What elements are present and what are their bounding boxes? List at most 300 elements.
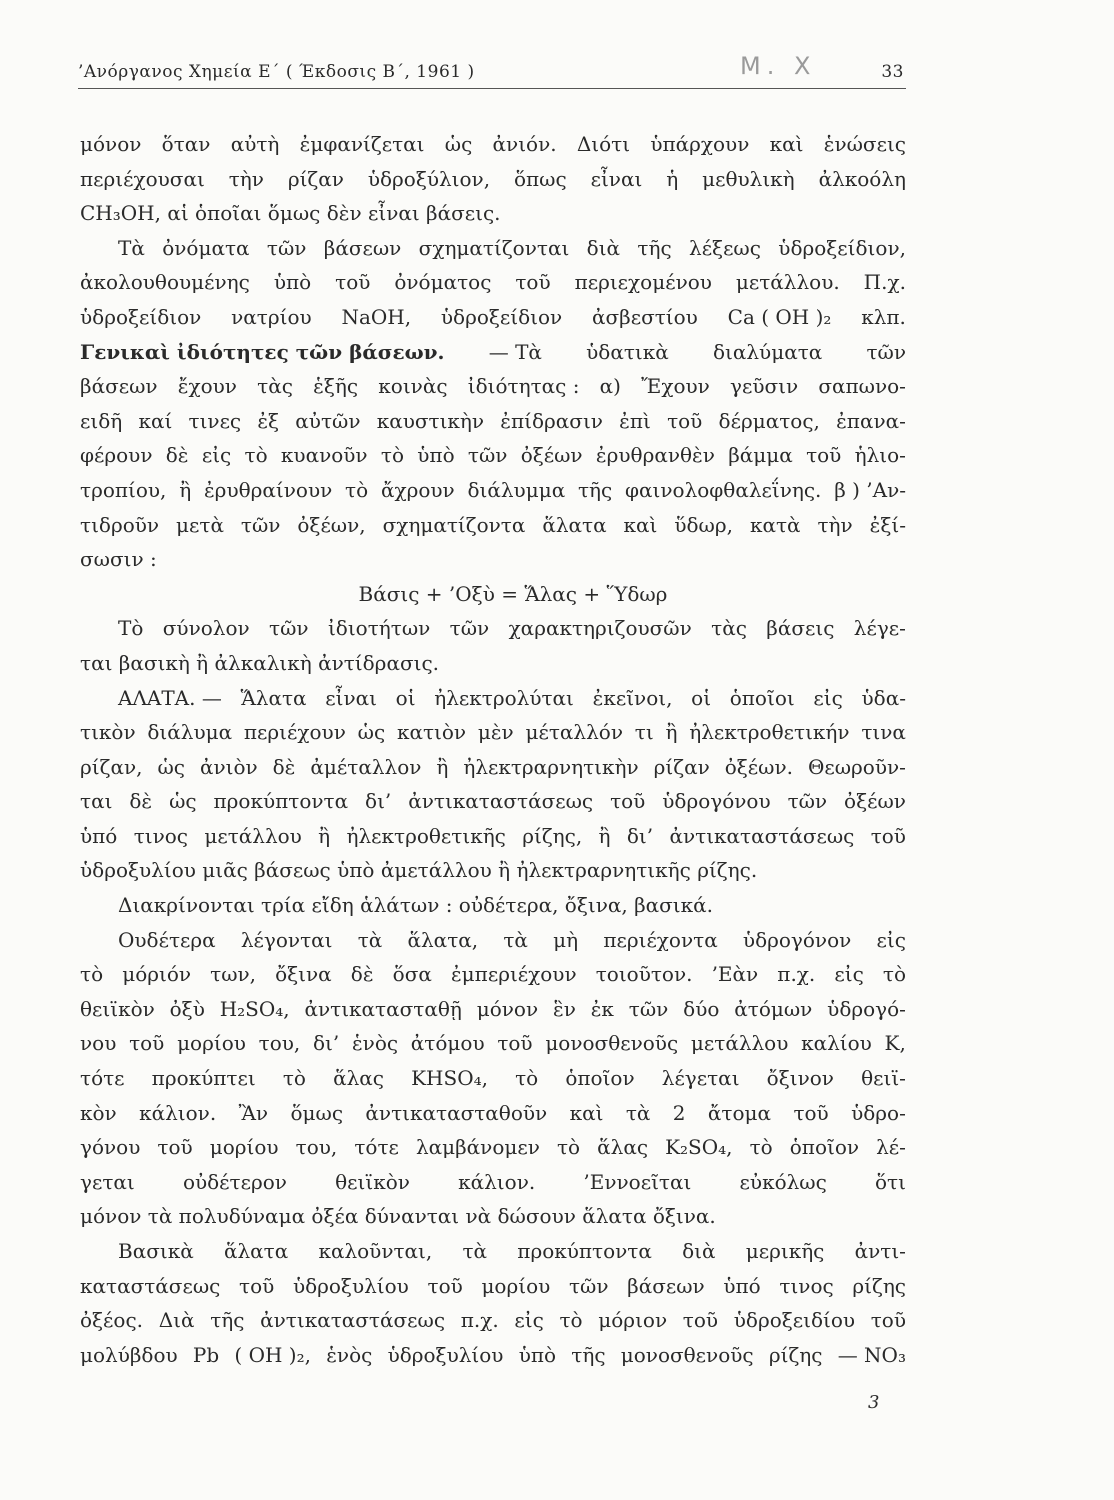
text-line xyxy=(80,162,906,197)
word: περιεχομένου xyxy=(574,270,719,295)
word: KHSO₄, xyxy=(411,1066,495,1091)
word: τοιοῦτον. xyxy=(595,962,699,987)
word: διαλύματα xyxy=(712,339,829,364)
word: ’Εννοεῖται xyxy=(583,1169,698,1194)
word: μέταλλόν xyxy=(525,720,630,745)
word: ὀξέων, xyxy=(297,512,372,537)
word: δὲ xyxy=(272,754,302,779)
word: κλπ. xyxy=(861,304,906,329)
word: Ἂν xyxy=(238,1100,275,1125)
word: τῆς xyxy=(637,235,679,260)
word: μόνον xyxy=(80,132,148,156)
word: Βασικὰ xyxy=(118,1239,201,1263)
word: των, xyxy=(210,962,263,987)
word: σχηματίζοντα xyxy=(382,512,532,537)
word: ἐμφανίζεται xyxy=(299,132,431,156)
word: ΑΛΑΤΑ. — xyxy=(118,685,229,710)
word: δὲ xyxy=(129,789,159,814)
word: μόριον xyxy=(598,1308,674,1333)
word: ὁποῖον xyxy=(789,1135,866,1160)
word: τοῦ xyxy=(239,1273,281,1298)
word: τινα xyxy=(861,720,906,745)
word: τῶν xyxy=(628,996,675,1021)
word: ὀξέος. xyxy=(80,1308,150,1333)
word: τῆς xyxy=(210,1308,251,1333)
text-line xyxy=(80,1026,906,1061)
word: π.χ. xyxy=(777,962,822,987)
word: ἠλεκτραρνητικὴν xyxy=(463,754,645,779)
word: τὸ xyxy=(282,1066,313,1091)
word: τὸ xyxy=(380,443,411,468)
word: τὸ xyxy=(559,1308,589,1333)
text-line xyxy=(80,784,906,819)
word: 2 xyxy=(672,1100,692,1125)
text-line xyxy=(80,992,906,1027)
word: διάλυμα xyxy=(147,720,239,745)
word: ὑπὸ xyxy=(417,443,461,468)
word: τοῦ xyxy=(793,1100,836,1125)
word: ἀντικαταστάσεως xyxy=(260,1308,452,1333)
text-line xyxy=(80,508,906,543)
text-line xyxy=(80,1130,906,1165)
word: ὑδρο- xyxy=(851,1100,906,1125)
word: ἰδιότητας : xyxy=(467,374,586,399)
word: τοῦ xyxy=(870,1308,906,1333)
word: του, xyxy=(258,1031,307,1056)
word: ἰδιοτήτων xyxy=(327,616,437,641)
word: γεῦσιν xyxy=(730,374,805,399)
word: ἐπὶ xyxy=(619,408,658,433)
word: φαινολοφθαλεΐνης. xyxy=(625,477,828,502)
word: οὐδέτερον xyxy=(182,1169,294,1194)
word: εἰς xyxy=(201,443,238,468)
word: β ) ’Αν- xyxy=(834,477,906,502)
word: Διακρίνονται τρία εἴδη ἁλάτων : οὐδέτερα, ὄξινα, βασικά. xyxy=(118,893,714,918)
text-line xyxy=(80,127,906,162)
text-line xyxy=(80,646,906,681)
word: ὑπό xyxy=(723,1273,768,1298)
word: ἡ xyxy=(666,166,685,191)
word: τοῦ xyxy=(129,1031,171,1056)
body-text xyxy=(80,127,906,1372)
word: ἅλατα xyxy=(542,512,613,537)
word: ὅσα xyxy=(392,962,439,987)
word: μερικῆς xyxy=(745,1239,831,1263)
word: ἢ xyxy=(498,858,517,883)
word: τὰ xyxy=(462,1239,494,1263)
word: ἢ xyxy=(179,477,198,502)
text-line xyxy=(80,542,906,577)
word: κάλιον. xyxy=(458,1169,542,1194)
word: τινος xyxy=(779,1273,841,1298)
word: τοῦ xyxy=(515,270,557,295)
word: ἢ xyxy=(318,823,337,848)
word: βάμμα xyxy=(728,443,800,468)
word: ὑπό xyxy=(80,823,124,848)
word: τοῦ xyxy=(667,408,709,433)
word: εὐκόλως xyxy=(739,1169,834,1194)
word: Τὸ xyxy=(118,616,150,641)
word: τῆς xyxy=(577,477,619,502)
word: α) xyxy=(599,374,628,399)
word: διὰ xyxy=(682,1239,722,1263)
word: γόνου xyxy=(80,1135,147,1160)
word: διὰ xyxy=(586,235,627,260)
word: εἶναι xyxy=(325,685,384,710)
word: ὄξινα xyxy=(275,962,339,987)
word: ἐξί- xyxy=(869,512,906,537)
word: βάσεων xyxy=(627,1273,712,1298)
word: π.χ. xyxy=(460,1308,506,1333)
word: τὴν xyxy=(228,166,271,191)
text-line xyxy=(80,923,906,958)
word: θειϊκὸν xyxy=(80,996,162,1021)
word: σχηματίζονται xyxy=(418,235,576,260)
word: τινος xyxy=(133,823,195,848)
word: ἀκολουθουμένης xyxy=(80,270,257,295)
text-line xyxy=(80,1096,906,1131)
word: ὑδροξύλιον, xyxy=(367,166,497,191)
word: ἅλας xyxy=(597,1135,655,1160)
word: εἰς xyxy=(813,685,850,710)
word: Ουδέτερα xyxy=(118,927,223,952)
word: αὐτὴ xyxy=(230,132,286,156)
word: νου xyxy=(80,1031,123,1056)
word: μορίου xyxy=(209,1135,285,1160)
word: ἠλεκτραρνητικῆς xyxy=(516,858,698,883)
word: — NO₃ xyxy=(837,1342,906,1367)
word: ἢ xyxy=(436,754,455,779)
word: λέξεως xyxy=(689,235,768,260)
word: κατιὸν xyxy=(396,720,473,745)
word: K, xyxy=(884,1031,906,1056)
text-line xyxy=(80,681,906,716)
word: ρίζης xyxy=(768,1342,829,1367)
word: ἐκ xyxy=(590,996,621,1021)
text-line xyxy=(80,300,906,335)
word: ἔχουν xyxy=(177,374,244,399)
word: ἐξ xyxy=(257,408,286,433)
text-line xyxy=(80,957,906,992)
word: τῶν xyxy=(787,789,834,814)
word: ειδῆ xyxy=(80,408,129,433)
word: τὸ xyxy=(244,443,274,468)
word: δι’ xyxy=(312,1031,346,1056)
word: βάσεων xyxy=(80,374,164,399)
word: ὡς xyxy=(157,754,192,779)
text-line xyxy=(80,750,906,785)
signature-number: 3 xyxy=(868,1392,880,1413)
word: τοῦ xyxy=(806,443,848,468)
word: του, xyxy=(295,1135,344,1160)
word: ἀντικατασταθοῦν xyxy=(365,1100,554,1125)
text-line xyxy=(80,1303,906,1338)
word: νατρίου xyxy=(231,304,318,329)
word: ται xyxy=(80,789,119,814)
word: ἐμπεριέχουν xyxy=(450,962,583,987)
word: τὸ xyxy=(515,1066,545,1091)
word: τοῦ xyxy=(157,1135,200,1160)
word: ὑδροξείδιον, xyxy=(778,235,906,260)
text-line xyxy=(80,231,906,266)
word: κὸν xyxy=(80,1100,124,1125)
word: σαπωνο- xyxy=(818,374,906,399)
text-line xyxy=(80,369,906,404)
word: τὰ xyxy=(357,927,389,952)
word: κυανοῦν xyxy=(280,443,374,468)
word: μετὰ xyxy=(176,512,231,537)
text-line xyxy=(80,715,906,750)
word: Π.χ. xyxy=(863,270,906,295)
text-line xyxy=(80,404,906,439)
word: CH₃OH, αἱ ὁποῖαι ὅμως δὲν εἶναι βάσεις. xyxy=(80,201,501,226)
word: μονοσθενοῦς xyxy=(620,1342,760,1367)
word: ἀντικαταστάσεως xyxy=(408,789,600,814)
word: κάλιον. xyxy=(139,1100,223,1125)
word: τῶν xyxy=(568,1273,615,1298)
word: ἓν xyxy=(552,996,583,1021)
word: τὰ xyxy=(625,1100,657,1125)
word: ἀντικαταστάσεως xyxy=(669,823,861,848)
word: σύνολον xyxy=(162,616,257,641)
text-line xyxy=(80,1338,906,1373)
word: ἄχρουν xyxy=(380,477,462,502)
word: θειϊ- xyxy=(861,1066,906,1091)
word: ὑπὸ xyxy=(273,270,318,295)
word: ὅπως xyxy=(513,166,574,191)
word: μορίου xyxy=(481,1273,557,1298)
word: ἢ xyxy=(665,720,684,745)
word: ρίζης. xyxy=(697,858,758,883)
word: βάσεων xyxy=(323,235,408,260)
word: καταστάσεως xyxy=(80,1273,227,1298)
word: Ἅλατα xyxy=(240,685,313,710)
word: ἠλεκτροθετικῆς xyxy=(346,823,513,848)
word: Ca ( OH )₂ xyxy=(727,304,838,329)
word: τιδροῦν xyxy=(80,512,166,537)
word: ἀνιόν. xyxy=(492,132,563,156)
word: ἅλατα, xyxy=(407,927,485,952)
word: κοινὰς xyxy=(378,374,454,399)
word: ἑνώσεις xyxy=(823,132,906,156)
text-line xyxy=(80,196,906,231)
word: ὀνόματα xyxy=(162,235,256,260)
text-line xyxy=(80,265,906,300)
word: ἑνὸς xyxy=(326,1342,379,1367)
word: τὴν xyxy=(817,512,860,537)
word: ὑπάρχουν xyxy=(650,132,756,156)
word: μὲν xyxy=(477,720,521,745)
word: τῶν xyxy=(269,616,315,641)
word: ἄτομα xyxy=(707,1100,778,1125)
word: ὑδροξυλίου xyxy=(292,1273,416,1298)
word: τὸ xyxy=(749,1135,780,1160)
word: καί xyxy=(138,408,179,433)
word: δὲ xyxy=(350,962,380,987)
word: ὁποῖον xyxy=(565,1066,641,1091)
word: μορίου xyxy=(177,1031,253,1056)
word: προκύπτοντα xyxy=(213,789,355,814)
word: ἀμέταλλον xyxy=(310,754,428,779)
word: μεθυλικὴ xyxy=(702,166,802,191)
word: δὲ xyxy=(165,443,195,468)
word: καυστικὴν xyxy=(376,408,491,433)
word: ἐπίδρασιν xyxy=(500,408,610,433)
word: εἰς xyxy=(876,927,906,952)
word: τῶν xyxy=(266,235,313,260)
word: ρίζαν, xyxy=(80,754,149,779)
word: Ἔχουν xyxy=(641,374,717,399)
word: ὑδροξειδίου xyxy=(733,1308,862,1333)
word: ὑδρογό- xyxy=(827,996,906,1021)
word: μόνον xyxy=(476,996,545,1021)
word: ἡλιο- xyxy=(854,443,906,468)
word: τῶν xyxy=(866,339,906,364)
word: ἀσβεστίου xyxy=(592,304,705,329)
word: ρίζης xyxy=(852,1273,906,1298)
word: καλοῦνται, xyxy=(318,1239,439,1263)
word: μόνον τὰ πολυδύναμα ὀξέα δύνανται νὰ δώσουν ἅλατα ὄξινα. xyxy=(80,1204,716,1229)
text-line xyxy=(80,888,906,923)
word: περιέχουν xyxy=(243,720,353,745)
text-line xyxy=(80,577,906,612)
text-line xyxy=(80,1061,906,1096)
word: ὅταν xyxy=(161,132,217,156)
word: ἑνὸς xyxy=(351,1031,405,1056)
word: H₂SO₄, xyxy=(219,996,296,1021)
word: ἀνιὸν xyxy=(199,754,265,779)
word: ἐπανα- xyxy=(836,408,906,433)
word: τοῦ xyxy=(497,1031,539,1056)
word: τῶν xyxy=(467,443,514,468)
word: εἰς xyxy=(834,962,871,987)
word: ὑπὸ xyxy=(337,858,381,883)
word: ὑδροξείδιον xyxy=(80,304,208,329)
word: βάσεως xyxy=(254,858,338,883)
word: τὰς xyxy=(257,374,300,399)
word: προκύπτοντα xyxy=(517,1239,659,1263)
word: σωσιν : xyxy=(80,547,157,572)
word: ὑδα- xyxy=(861,685,906,710)
word: χαρακτηριζουσῶν xyxy=(508,616,699,641)
word: λέ- xyxy=(876,1135,906,1160)
word: δι’ xyxy=(626,823,660,848)
word: ὀξὺ xyxy=(169,996,212,1021)
word: ἀλκοόλη xyxy=(818,166,906,191)
word: ὑδρογόνου xyxy=(662,789,777,814)
word: ὑδροξυλίου xyxy=(80,858,203,883)
word: τοῦ xyxy=(682,1308,725,1333)
word: ὑδροξυλίου xyxy=(387,1342,510,1367)
word: ἑξῆς xyxy=(313,374,365,399)
word: τότε xyxy=(80,1066,131,1091)
text-line xyxy=(80,611,906,646)
word: ἐκεῖνοι, xyxy=(592,685,679,710)
word: τὸ xyxy=(882,962,906,987)
word: λέγε- xyxy=(853,616,906,641)
word: γεται xyxy=(80,1169,142,1194)
word: ἀμετάλλου xyxy=(380,858,499,883)
text-line xyxy=(80,473,906,508)
word: Βάσις + ’Οξὺ = Ἅλας + Ὕδωρ xyxy=(358,581,668,606)
word: τοῦ xyxy=(610,789,652,814)
word: δύο xyxy=(683,996,726,1021)
text-line xyxy=(80,1165,906,1200)
word: ἀντικατασταθῇ xyxy=(304,996,469,1021)
text-line xyxy=(80,853,906,888)
word: τῶν xyxy=(240,512,287,537)
word: αὐτῶν xyxy=(295,408,367,433)
word: μετάλλου. xyxy=(735,270,847,295)
word: περιέχουσαι xyxy=(80,166,212,191)
word: ὀνόματος xyxy=(394,270,498,295)
word: διάλυμμα xyxy=(467,477,572,502)
word: ὑδατικὰ xyxy=(586,339,676,364)
word: οἱ xyxy=(395,685,422,710)
word: μετάλλου xyxy=(204,823,309,848)
word: προκύπτει xyxy=(151,1066,263,1091)
word: μόριόν xyxy=(122,962,198,987)
running-header xyxy=(78,52,906,89)
word: Pb xyxy=(192,1342,226,1367)
word: τοῦ xyxy=(335,270,377,295)
word: τὰ xyxy=(503,927,535,952)
word: Θεωροῦν- xyxy=(807,754,906,779)
word: μιᾶς xyxy=(202,858,255,883)
word: μονοσθενοῦς xyxy=(545,1031,685,1056)
word: ἢ xyxy=(598,823,617,848)
word: τροπίου, xyxy=(80,477,173,502)
word: K₂SO₄, xyxy=(665,1135,739,1160)
word: ἐρυθραίνουν xyxy=(203,477,339,502)
word: καὶ xyxy=(569,1100,610,1125)
text-line xyxy=(80,1269,906,1304)
word: λαμβάνομεν xyxy=(415,1135,547,1160)
word: ὄξινον xyxy=(766,1066,841,1091)
word: εἰς xyxy=(514,1308,551,1333)
word: ὅμως xyxy=(290,1100,350,1125)
text-line xyxy=(80,438,906,473)
word: τὰς xyxy=(711,616,754,641)
word: ρίζης, xyxy=(522,823,589,848)
word: καὶ xyxy=(623,512,664,537)
word: μετάλλου xyxy=(690,1031,795,1056)
word: NaOH, xyxy=(341,304,418,329)
word: ὁποῖοι xyxy=(729,685,802,710)
word: δέρματος, xyxy=(718,408,827,433)
word: λέγεται xyxy=(661,1066,746,1091)
running-title: ’Ανόργανος Χημεία Ε΄ ( Έκδοσις Β΄, 1961 ) xyxy=(78,62,475,82)
word: περιέχοντα xyxy=(603,927,725,952)
word: βασικὴ ἢ ἀλκαλικὴ ἀντίδρασις. xyxy=(118,650,439,675)
word: ὕδωρ, xyxy=(674,512,740,537)
word: ὑπὸ xyxy=(518,1342,563,1367)
word: ἠλεκτροθετικήν xyxy=(689,720,856,745)
word: Γενικαὶ ἰδιότητες τῶν βάσεων. xyxy=(80,339,445,364)
word: ὀξέων xyxy=(520,443,589,468)
word: ὡς xyxy=(169,789,203,814)
word: τικὸν xyxy=(80,720,142,745)
word: Διότι xyxy=(576,132,637,156)
word: ( OH )₂, xyxy=(234,1342,318,1367)
word: εἶναι xyxy=(590,166,649,191)
text-line xyxy=(80,819,906,854)
word: ἅλας xyxy=(333,1066,391,1091)
handwritten-note: Μ. Χ xyxy=(740,52,817,80)
text-line xyxy=(80,335,906,370)
word: ἅλατα xyxy=(223,1239,295,1263)
word: θειϊκὸν xyxy=(335,1169,417,1194)
